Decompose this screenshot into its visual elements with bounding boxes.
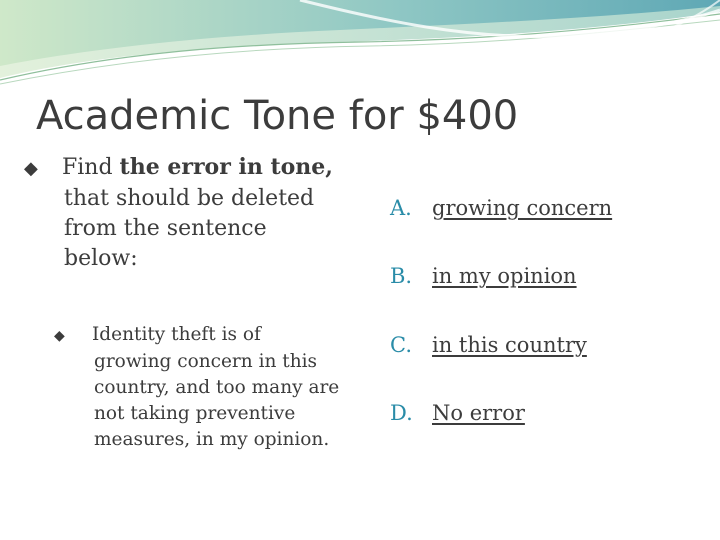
- option-a[interactable]: [390, 196, 612, 220]
- sentence-text: [54, 322, 344, 453]
- option-c-text[interactable]: in this country: [432, 333, 587, 357]
- option-b-letter: B.: [390, 264, 413, 288]
- option-a-text[interactable]: growing concern: [432, 196, 613, 220]
- option-a-letter: A.: [390, 196, 412, 220]
- option-b[interactable]: [390, 264, 577, 288]
- slide-title: Academic Tone for $400: [36, 93, 519, 139]
- header-wave-decoration: [0, 0, 720, 90]
- option-c[interactable]: [390, 333, 587, 357]
- bullet-icon: ◆: [24, 158, 38, 179]
- sub-bullet-icon: ◆: [54, 328, 65, 344]
- question-column: [24, 152, 344, 453]
- sentence-body: Identity theft is of growing concern in this country, and too many are not taking preventive measures, in my opinion.: [92, 324, 340, 450]
- question-bold: the error in tone,: [119, 154, 333, 180]
- option-d-text[interactable]: No error: [432, 401, 525, 425]
- option-b-text[interactable]: in my opinion: [432, 264, 577, 288]
- question-text: [24, 152, 344, 274]
- option-d[interactable]: [390, 401, 525, 425]
- question-part1: Find: [62, 155, 120, 180]
- question-part2: that should be deleted from the sentence below:: [64, 186, 315, 271]
- option-c-letter: C.: [390, 333, 412, 357]
- option-d-letter: D.: [390, 401, 413, 425]
